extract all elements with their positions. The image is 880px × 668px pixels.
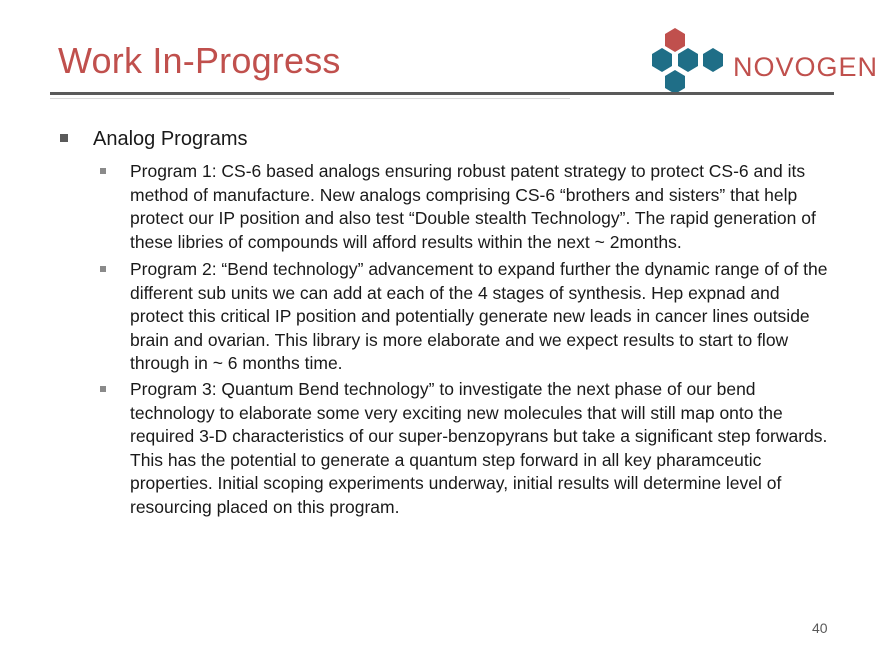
subbullet-text: Program 3: Quantum Bend technology” to investigate the next phase of our bend technology to elaborate some very exciting new molecules that will still map onto the required 3-D characteristics of our super-benzopyrans but take a significant step forwards. This has the potential to generate a quantum step forward in all key pharamceutic properties. Initial scoping experiments underway, initial results will determine level of resourcing placed on this program. bbox=[130, 379, 828, 517]
subbullet-marker bbox=[100, 168, 106, 174]
subbullet-program-1 bbox=[100, 160, 830, 254]
logo-wordmark: NOVOGEN bbox=[733, 52, 879, 82]
logo-hex-teal-4 bbox=[703, 48, 723, 72]
logo-hex-red bbox=[665, 28, 685, 52]
logo-hex-teal-1 bbox=[652, 48, 672, 72]
subbullet-program-3 bbox=[100, 378, 830, 519]
logo-hex-teal-2 bbox=[678, 48, 698, 72]
slide-title: Work In-Progress bbox=[58, 40, 341, 81]
subbullet-marker bbox=[100, 386, 106, 392]
title-rule-shadow bbox=[50, 98, 570, 99]
subbullet-program-2 bbox=[100, 258, 830, 376]
bullet-marker bbox=[60, 134, 68, 142]
subbullet-text: Program 2: “Bend technology” advancement to expand further the dynamic range of of the different sub units we can add at each of the 4 stages of synthesis. Hep expnad and protect this critical IP position and potentially generate new leads in cancer lines outside brain and ovarian. This library is more elaborate and we expect results to start to flow through in ~ 6 months time. bbox=[130, 259, 828, 373]
subbullet-marker bbox=[100, 266, 106, 272]
title-rule bbox=[50, 92, 834, 95]
subbullet-text: Program 1: CS-6 based analogs ensuring robust patent strategy to protect CS-6 and its method of manufacture. New analogs comprising CS-6 “brothers and sisters” that help protect our IP position and also test “Double stealth Technology”. The rapid generation of these libries of compounds will afford results within the next ~ 2months. bbox=[130, 161, 816, 252]
bullet-label: Analog Programs bbox=[93, 128, 248, 150]
page-number: 40 bbox=[812, 620, 828, 636]
logo-hex-teal-3 bbox=[665, 70, 685, 94]
bullet-analog-programs bbox=[60, 128, 840, 151]
